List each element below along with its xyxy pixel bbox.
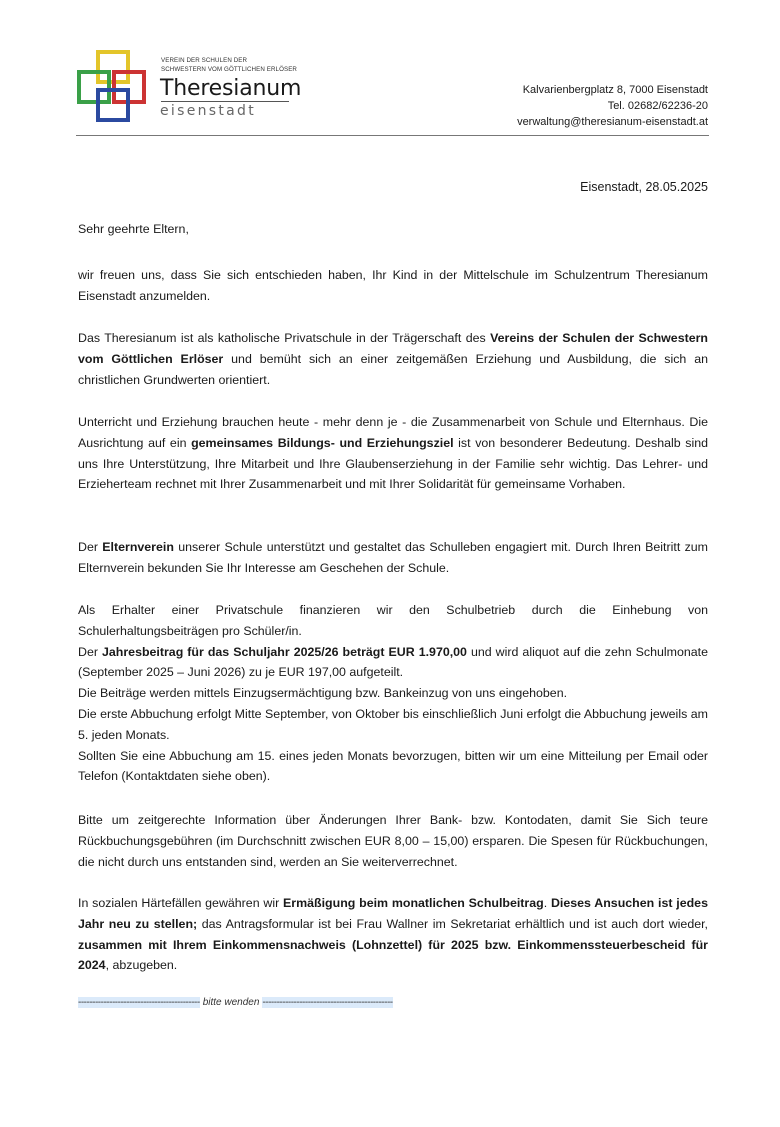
footer-dashes-right: ---------------------------------------------- (262, 997, 393, 1008)
org-name-line2: SCHWESTERN VOM GÖTTLICHEN ERLÖSER (161, 66, 298, 73)
p3-bold: gemeinsames Bildungs- und Erziehungsziel (191, 435, 454, 450)
fees-line3: Die Beiträge werden mittels Einzugsermächtigung bzw. Bankeinzug von uns eingehoben. (78, 686, 568, 701)
phone: Tel. 02682/62236-20 (607, 100, 708, 112)
p2-text-a: Das Theresianum ist als katholische Privatschule in der Trägerschaft des (78, 331, 491, 345)
paragraph-carrier (78, 328, 708, 390)
paragraph-bank-changes: Bitte um zeitgerechte Information über Änderungen Ihrer Bank- bzw. Kontodaten, damit Sie Sich teure Rückbuchungsgebühren (im Durchschnitt zwischen EUR 8,00 – 15,00) ersparen. Die Spesen für Rückbuchungen, die nicht durch uns entstanden sind, werden an Sie weiterverrechnet. (78, 813, 708, 869)
p7-bold-annual: Dieses Ansuchen ist jedes Jahr neu zu stellen; (78, 896, 708, 931)
p2-text-c: und bemüht sich an einer zeitgemäßen Erziehung und Ausbildung, die sich an christlichen Grundwerten orientiert. (78, 351, 709, 387)
p3-text-a: Unterricht und Erziehung brauchen heute - mehr denn je - die Zusammenarbeit von Schule und Elternhaus. Die Ausrichtung auf ein (78, 415, 708, 450)
p7-text-a: In sozialen Härtefällen gewähren wir (78, 896, 284, 910)
brand-divider (161, 101, 289, 102)
fees-line1: Als Erhalter einer Privatschule finanzieren wir den Schulbetrieb durch die Einhebung von Schulerhaltungsbeiträgen pro Schüler/in. (78, 603, 708, 638)
brand-name: Theresianum (160, 76, 302, 101)
paragraph-parents-association (78, 537, 708, 579)
contact-block (517, 82, 708, 130)
org-name-line1: VEREIN DER SCHULEN DER (161, 57, 248, 64)
fees-line2-c: und wird aliquot auf die zehn Schulmonate (September 2025 – Juni 2026) zu je EUR 197,00 aufgeteilt. (78, 644, 708, 680)
p7-text-e: das Antragsformular ist bei Frau Wallner im Sekretariat erhältlich und ist auch dort wieder, (197, 916, 708, 931)
logo-square-green (79, 72, 109, 102)
paragraph-intro: wir freuen uns, dass Sie sich entschieden haben, Ihr Kind in der Mittelschule im Schulzentrum Theresianum Eisenstadt anzumelden. (78, 268, 708, 303)
p2-bold: Vereins der Schulen der Schwestern vom Göttlichen Erlöser (78, 331, 708, 366)
header-divider (76, 135, 709, 136)
p4-text-a: Der (78, 540, 103, 554)
paragraph-cooperation (78, 412, 708, 495)
fees-line5: Sollten Sie eine Abbuchung am 15. eines jeden Monats bevorzugen, bitten wir um eine Mitteilung per Email oder Telefon (Kontaktdaten siehe oben). (78, 748, 708, 784)
paragraph-fees (78, 600, 708, 787)
fees-line2 (78, 642, 708, 684)
fees-line2-a: Der (78, 644, 102, 659)
p7-text-g: , abzugeben. (105, 958, 178, 973)
paragraph-hardship (78, 893, 708, 976)
fees-line4: Die erste Abbuchung erfolgt Mitte September, von Oktober bis einschließlich Juni erfolgt die Abbuchung jeweils am 5. jeden Monats. (78, 706, 708, 742)
p7-bold-reduction: Ermäßigung beim monatlichen Schulbeitrag (283, 896, 544, 910)
theresianum-logo-icon (76, 50, 156, 124)
p3-text-c: ist von besonderer Bedeutung. Deshalb sind uns Ihre Unterstützung, Ihre Mitarbeit und Ihre Glaubenserziehung in der Familie sehr wichtig. Das Lehrer- und Erzieherteam rechnet mit Ihrer Zusammenarbeit und mit Ihrer Solidarität für gemeinsame Vorhaben. (78, 435, 708, 492)
footer-dashes-left: ------------------------------------------- (78, 997, 200, 1008)
fees-line2-bold: Jahresbeitrag für das Schuljahr 2025/26 beträgt EUR 1.970,00 (102, 644, 467, 659)
email: verwaltung@theresianum-eisenstadt.at (517, 116, 708, 128)
letter-date: Eisenstadt, 28.05.2025 (580, 180, 708, 194)
brand-subtitle: eisenstadt (160, 103, 257, 119)
address: Kalvarienbergplatz 8, 7000 Eisenstadt (522, 84, 708, 96)
salutation: Sehr geehrte Eltern, (78, 222, 189, 236)
please-turn-over (78, 997, 393, 1008)
p7-bold-documents: zusammen mit Ihrem Einkommensnachweis (Lohnzettel) für 2025 bzw. Einkommenssteuerbescheid für 2024 (78, 937, 708, 973)
p4-bold: Elternverein (102, 540, 174, 554)
footer-label: bitte wenden (202, 997, 260, 1008)
p7-text-c: . (543, 896, 551, 910)
p4-text-c: unserer Schule unterstützt und gestaltet das Schulleben engagiert mit. Durch Ihren Beitritt zum Elternverein bekunden Sie Ihr Interesse am Geschehen der Schule. (78, 540, 708, 575)
